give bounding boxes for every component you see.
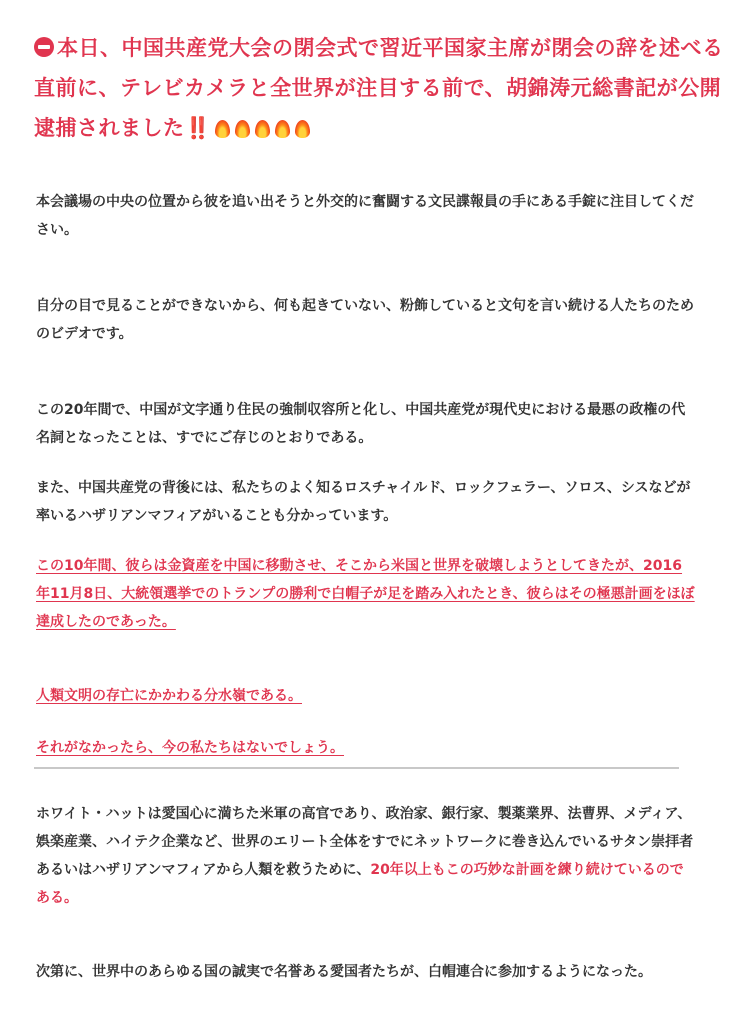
paragraph-watershed: 人類文明の存亡にかかわる分水嶺である。 <box>36 688 302 704</box>
headline <box>34 28 724 149</box>
fire-icon <box>215 120 230 138</box>
paragraph-without-it: それがなかったら、今の私たちはないでしょう。 <box>36 740 344 756</box>
paragraph-khazarian-mafia: また、中国共産党の背後には、私たちのよく知るロスチャイルド、ロックフェラー、ソロス、シスなどが率いるハザリアンマフィアがいることも分かっています。 <box>36 480 691 524</box>
divider <box>34 767 679 769</box>
paragraph-china-20-years: この20年間で、中国が文字通り住民の強制収容所と化し、中国共産党が現代史における最悪の政権の代名詞となったことは、すでにご存じのとおりである。 <box>36 402 686 446</box>
stop-sign-icon <box>34 37 54 57</box>
fire-icon <box>275 120 290 138</box>
fire-icons <box>215 109 315 149</box>
paragraph-video: 自分の目で見ることができないから、何も起きていない、粉飾していると文句を言い続ける人たちのためのビデオです。 <box>36 298 694 342</box>
fire-icon <box>235 120 250 138</box>
paragraph-patriots: 次第に、世界中のあらゆる国の誠実で名誉ある愛国者たちが、白帽連合に参加するようになった。 <box>36 964 652 980</box>
fire-icon <box>295 120 310 138</box>
white-hats-text: ホワイト・ハットは愛国心に満ちた米軍の高官であり、政治家、銀行家、製薬業界、法曹界、メディア、娯楽産業、ハイテク企業など、世界のエリート全体をすでにネットワークに巻き込んでいるサタン崇拝者あるいはハザリアンマフィアから人類を救うために、 <box>36 806 694 878</box>
exclamation-mark: ‼️ <box>184 116 212 140</box>
paragraph-white-hats <box>36 800 696 912</box>
fire-icon <box>255 120 270 138</box>
headline-text: 本日、中国共産党大会の閉会式で習近平国家主席が閉会の辞を述べる直前に、テレビカメラと全世界が注目する前で、胡錦涛元総書記が公開逮捕されました <box>34 36 724 140</box>
paragraph-handcuffs: 本会議場の中央の位置から彼を追い出そうと外交的に奮闘する文民諜報員の手にある手錠に注目してください。 <box>36 194 694 238</box>
white-hats-highlight: 20年以上もこの巧妙な計画を練り続けているのである。 <box>36 862 684 906</box>
paragraph-gold-assets: この10年間、彼らは金資産を中国に移動させ、そこから米国と世界を破壊しようとしてきたが、2016年11月8日、大統領選挙でのトランプの勝利で白帽子が足を踏み入れたとき、彼らはその極悪計画をほぼ達成したのであった。 <box>36 558 695 630</box>
